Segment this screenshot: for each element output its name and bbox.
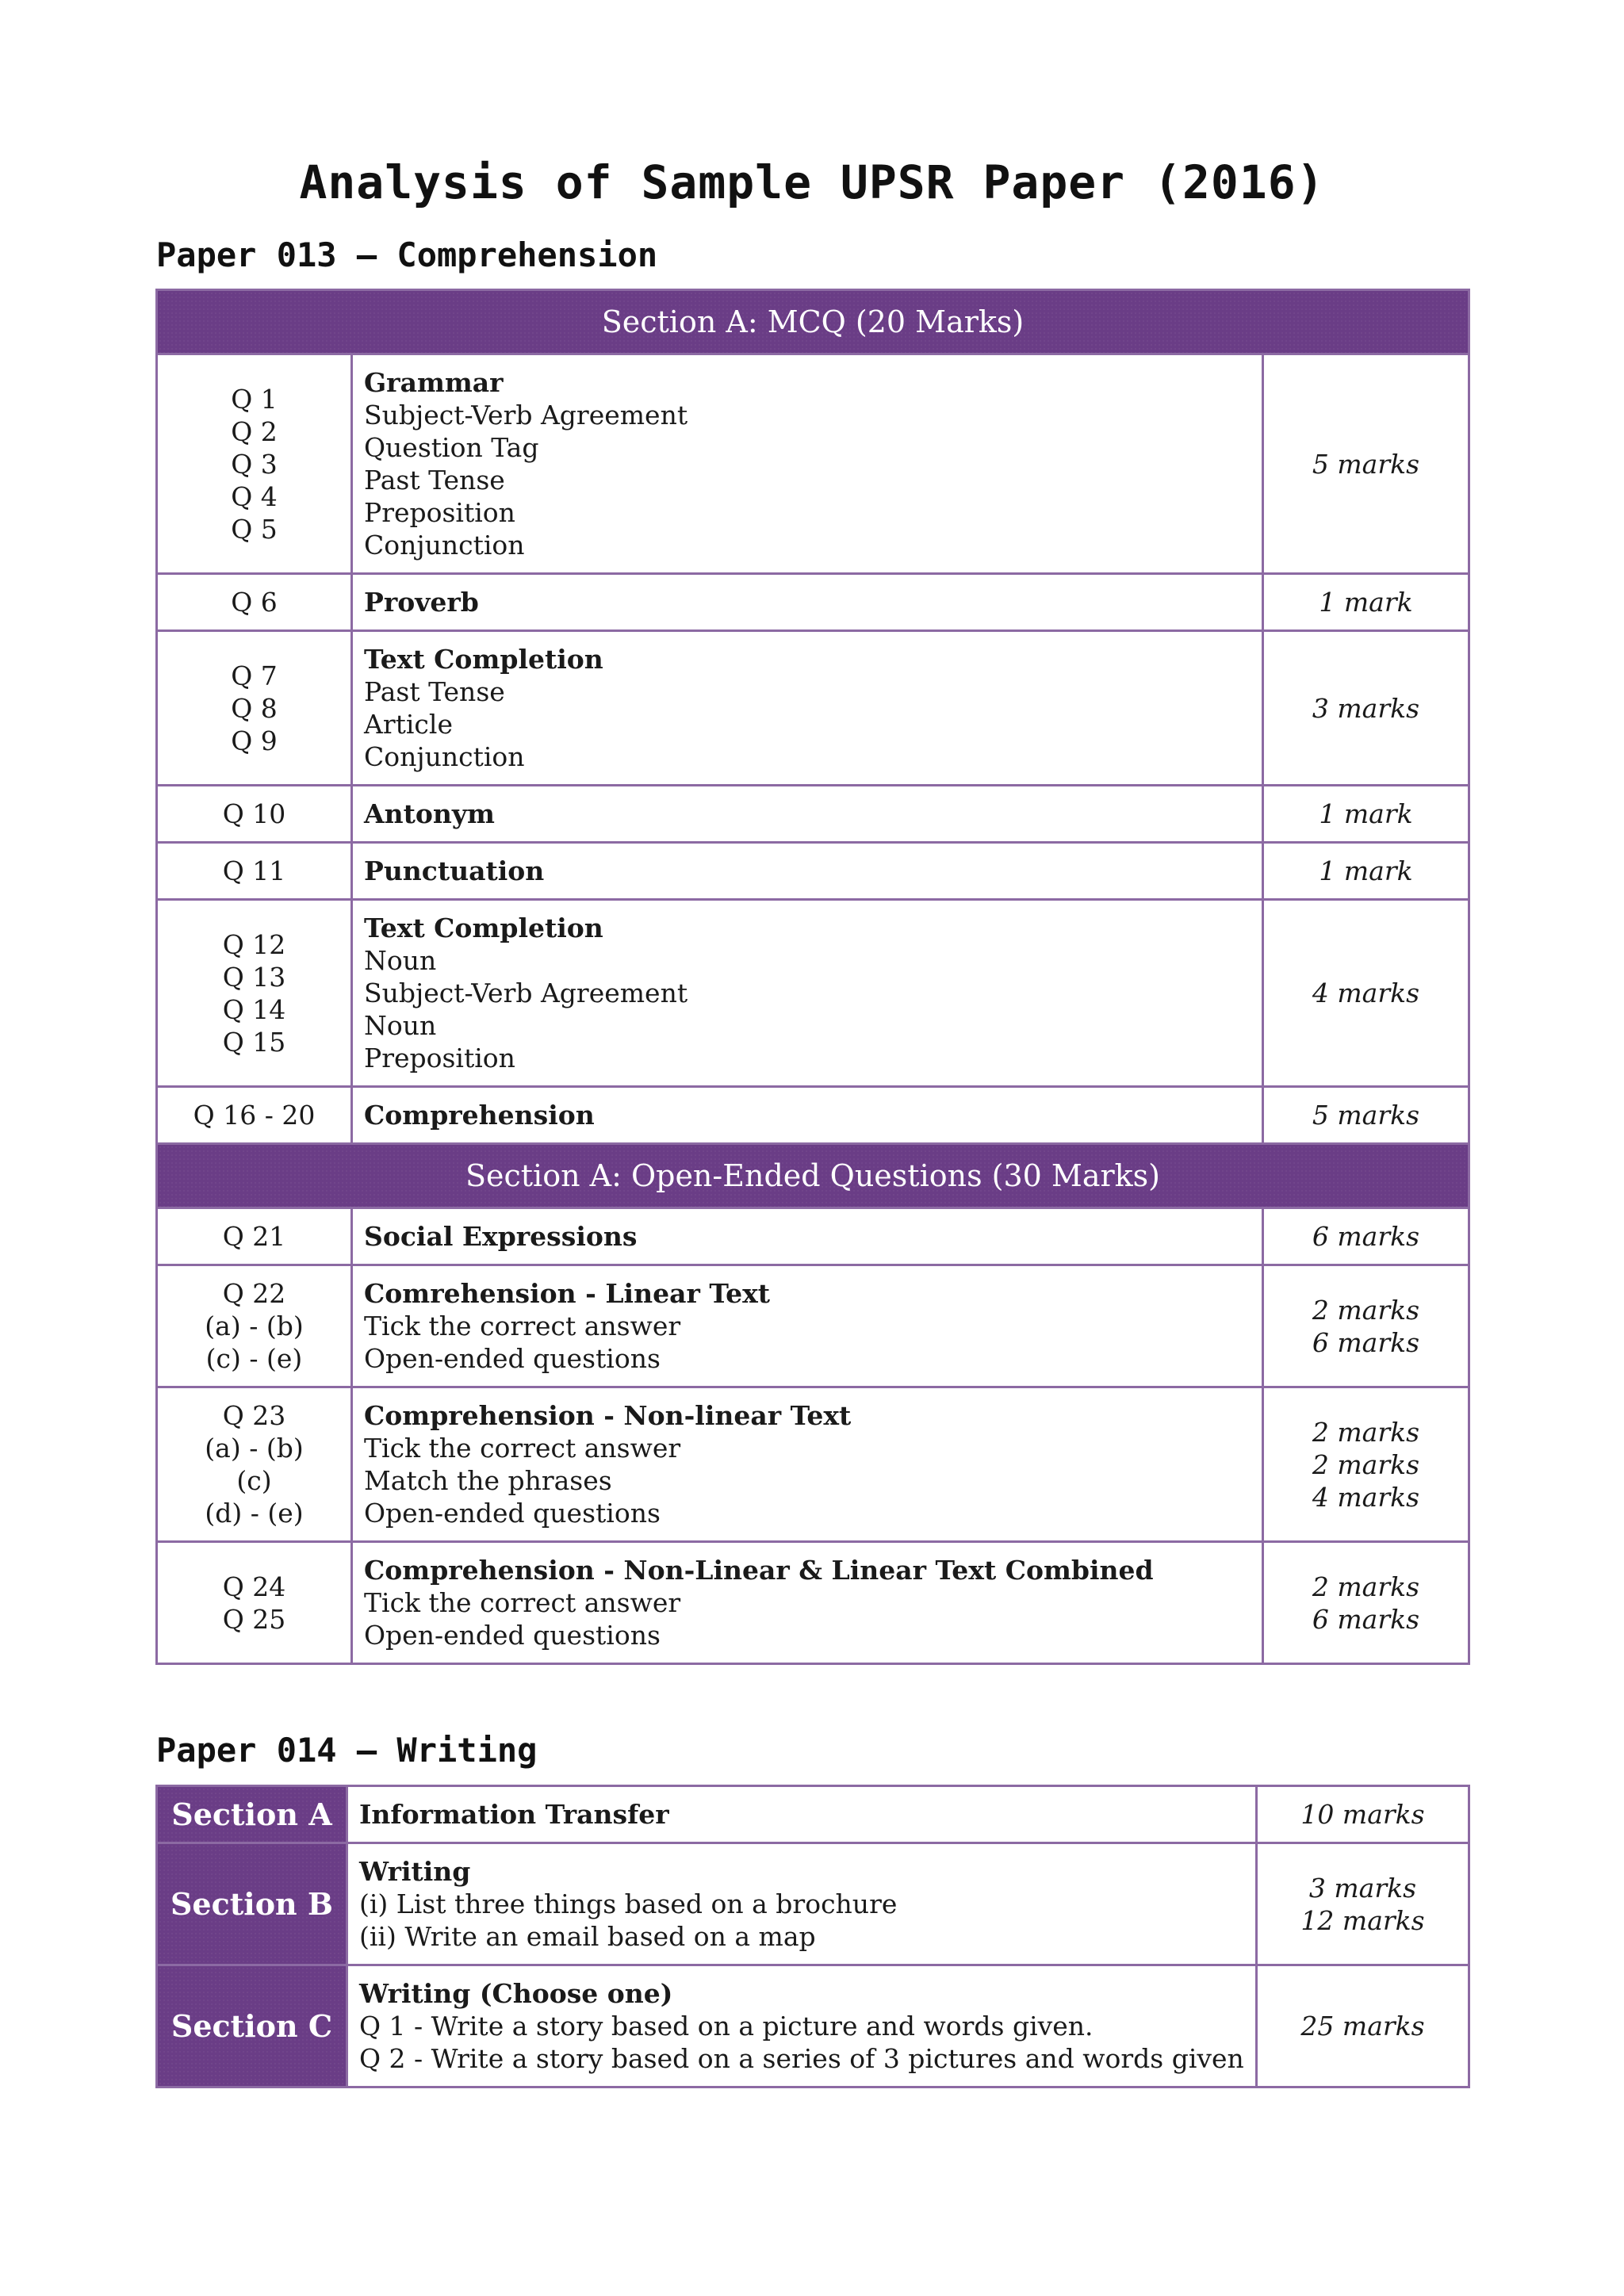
table-row (157, 1087, 1469, 1144)
topic-cell (352, 1265, 1263, 1387)
question-number-cell (157, 354, 352, 574)
marks-value: 2 marks (1312, 1294, 1420, 1326)
topic-item: Open-ended questions (364, 1498, 661, 1529)
paper-014-heading: Paper 014 – Writing (156, 1731, 538, 1770)
marks-value: 3 marks (1308, 1872, 1417, 1904)
section-a-open-ended-banner-row (157, 1144, 1469, 1208)
topic-title: Text Completion (364, 644, 603, 675)
topic-title: Antonym (364, 798, 495, 829)
marks-value: 4 marks (1312, 1481, 1420, 1513)
question-number: Q 11 (222, 855, 286, 886)
topic-item: Conjunction (364, 741, 525, 772)
section-a-mcq-banner-row (157, 290, 1469, 354)
marks-cell (1257, 1965, 1469, 2087)
topic-item: Article (364, 709, 453, 740)
marks-cell (1263, 1387, 1469, 1542)
question-number: Q 12 (222, 928, 286, 960)
question-number-cell (157, 1542, 352, 1664)
question-number: (c) - (e) (205, 1343, 303, 1374)
question-number: Q 2 (231, 415, 278, 447)
table-row (157, 900, 1469, 1087)
topic-item: Conjunction (364, 530, 525, 561)
marks-value: 25 marks (1300, 2011, 1425, 2042)
topic-title: Proverb (364, 587, 479, 618)
question-number: Q 23 (222, 1400, 286, 1431)
table-row (157, 574, 1469, 631)
question-number: Q 25 (222, 1603, 286, 1635)
page-title: Analysis of Sample UPSR Paper (2016) (299, 155, 1325, 209)
question-number: Q 22 (222, 1278, 286, 1309)
topic-title: Comprehension (364, 1100, 595, 1131)
table-row (157, 1843, 1469, 1965)
topic-item: Subject-Verb Agreement (364, 400, 688, 430)
question-number: Q 9 (231, 725, 278, 756)
topic-cell (352, 631, 1263, 786)
topic-title: Text Completion (364, 913, 603, 943)
topic-cell (352, 574, 1263, 631)
question-number: (c) (236, 1465, 272, 1496)
paper-013-table (155, 289, 1470, 1665)
table-row (157, 1208, 1469, 1265)
question-number: Q 4 (231, 480, 278, 512)
marks-cell (1257, 1786, 1469, 1843)
marks-cell (1263, 1208, 1469, 1265)
topic-item: Q 2 - Write a story based on a series of 3 pictures and words given (359, 2043, 1244, 2074)
topic-title: Social Expressions (364, 1221, 638, 1252)
question-number: Q 8 (231, 692, 278, 724)
table-row (157, 786, 1469, 843)
table-row (157, 843, 1469, 900)
question-number-cell (157, 631, 352, 786)
marks-cell (1257, 1843, 1469, 1965)
question-number: Q 24 (222, 1571, 286, 1602)
topic-title: Writing (359, 1856, 471, 1887)
marks-value: 4 marks (1312, 978, 1420, 1008)
marks-cell (1263, 900, 1469, 1087)
topic-title: Comprehension - Non-Linear & Linear Text Combined (364, 1555, 1154, 1586)
section-a-open-ended-banner: Section A: Open-Ended Questions (30 Marks) (157, 1144, 1469, 1208)
marks-cell (1263, 574, 1469, 631)
topic-item: Subject-Verb Agreement (364, 978, 688, 1008)
question-number-cell (157, 843, 352, 900)
question-number: (a) - (b) (205, 1433, 304, 1464)
marks-value: 6 marks (1312, 1326, 1420, 1358)
marks-value: 2 marks (1312, 1448, 1420, 1480)
topic-cell (352, 1542, 1263, 1664)
marks-value: 12 marks (1300, 1904, 1425, 1936)
topic-cell (352, 843, 1263, 900)
topic-cell (347, 1786, 1257, 1843)
topic-title: Comprehension - Non-linear Text (364, 1400, 852, 1431)
topic-item: Open-ended questions (364, 1343, 661, 1374)
topic-item: (ii) Write an email based on a map (359, 1921, 816, 1952)
topic-cell (347, 1965, 1257, 2087)
question-number: Q 13 (222, 961, 286, 993)
marks-value: 1 mark (1319, 587, 1413, 618)
table-row (157, 631, 1469, 786)
topic-item: Tick the correct answer (364, 1587, 681, 1618)
topic-item: Past Tense (364, 676, 505, 707)
question-number: (a) - (b) (205, 1311, 304, 1341)
topic-item: Past Tense (364, 465, 505, 496)
marks-cell (1263, 1542, 1469, 1664)
topic-title: Grammar (364, 367, 504, 398)
question-number-cell (157, 1087, 352, 1144)
question-number: Q 6 (231, 587, 278, 618)
topic-item: Tick the correct answer (364, 1311, 681, 1341)
topic-cell (347, 1843, 1257, 1965)
marks-cell (1263, 1087, 1469, 1144)
question-number-cell (157, 900, 352, 1087)
question-number: Q 14 (222, 993, 286, 1025)
topic-cell (352, 354, 1263, 574)
question-number: Q 21 (222, 1221, 286, 1252)
topic-cell (352, 1087, 1263, 1144)
question-number-cell (157, 786, 352, 843)
question-number: Q 16 - 20 (193, 1100, 316, 1131)
marks-value: 2 marks (1312, 1416, 1420, 1448)
topic-item: Open-ended questions (364, 1620, 661, 1651)
table-row (157, 1965, 1469, 2087)
section-label: Section A (157, 1786, 347, 1843)
question-number: Q 5 (231, 513, 278, 545)
topic-title: Writing (Choose one) (359, 1978, 673, 2009)
topic-item: Question Tag (364, 432, 539, 463)
topic-item: Preposition (364, 497, 515, 528)
topic-item: (i) List three things based on a brochure (359, 1888, 898, 1919)
question-number: Q 1 (231, 383, 278, 415)
topic-cell (352, 786, 1263, 843)
question-number-cell (157, 1208, 352, 1265)
section-label: Section C (157, 1965, 347, 2087)
marks-value: 1 mark (1319, 855, 1413, 886)
marks-value: 1 mark (1319, 798, 1413, 829)
marks-cell (1263, 631, 1469, 786)
topic-title: Comrehension - Linear Text (364, 1278, 771, 1309)
marks-value: 3 marks (1312, 692, 1420, 724)
marks-cell (1263, 354, 1469, 574)
marks-value: 10 marks (1300, 1799, 1425, 1830)
question-number: Q 7 (231, 660, 278, 691)
topic-item: Tick the correct answer (364, 1433, 681, 1464)
question-number-cell (157, 574, 352, 631)
table-row (157, 1786, 1469, 1843)
question-number: (d) - (e) (205, 1498, 304, 1529)
marks-cell (1263, 843, 1469, 900)
topic-title: Information Transfer (359, 1799, 669, 1830)
marks-value: 5 marks (1312, 448, 1420, 480)
question-number-cell (157, 1387, 352, 1542)
topic-cell (352, 1387, 1263, 1542)
section-label: Section B (157, 1843, 347, 1965)
section-a-mcq-banner: Section A: MCQ (20 Marks) (157, 290, 1469, 354)
topic-cell (352, 1208, 1263, 1265)
topic-item: Match the phrases (364, 1465, 612, 1496)
topic-item: Q 1 - Write a story based on a picture and words given. (359, 2011, 1094, 2042)
marks-value: 6 marks (1312, 1603, 1420, 1635)
question-number: Q 15 (222, 1026, 286, 1058)
table-row (157, 1387, 1469, 1542)
table-row (157, 1542, 1469, 1664)
topic-title: Punctuation (364, 855, 545, 886)
marks-cell (1263, 786, 1469, 843)
marks-value: 5 marks (1312, 1100, 1420, 1131)
paper-014-table (155, 1785, 1470, 2088)
question-number: Q 3 (231, 448, 278, 480)
table-row (157, 354, 1469, 574)
question-number: Q 10 (222, 798, 286, 829)
topic-item: Noun (364, 945, 437, 976)
marks-value: 2 marks (1312, 1571, 1420, 1602)
question-number-cell (157, 1265, 352, 1387)
topic-cell (352, 900, 1263, 1087)
table-row (157, 1265, 1469, 1387)
marks-cell (1263, 1265, 1469, 1387)
paper-013-heading: Paper 013 – Comprehension (156, 235, 658, 274)
topic-item: Preposition (364, 1043, 515, 1073)
marks-value: 6 marks (1312, 1221, 1420, 1252)
topic-item: Noun (364, 1010, 437, 1041)
